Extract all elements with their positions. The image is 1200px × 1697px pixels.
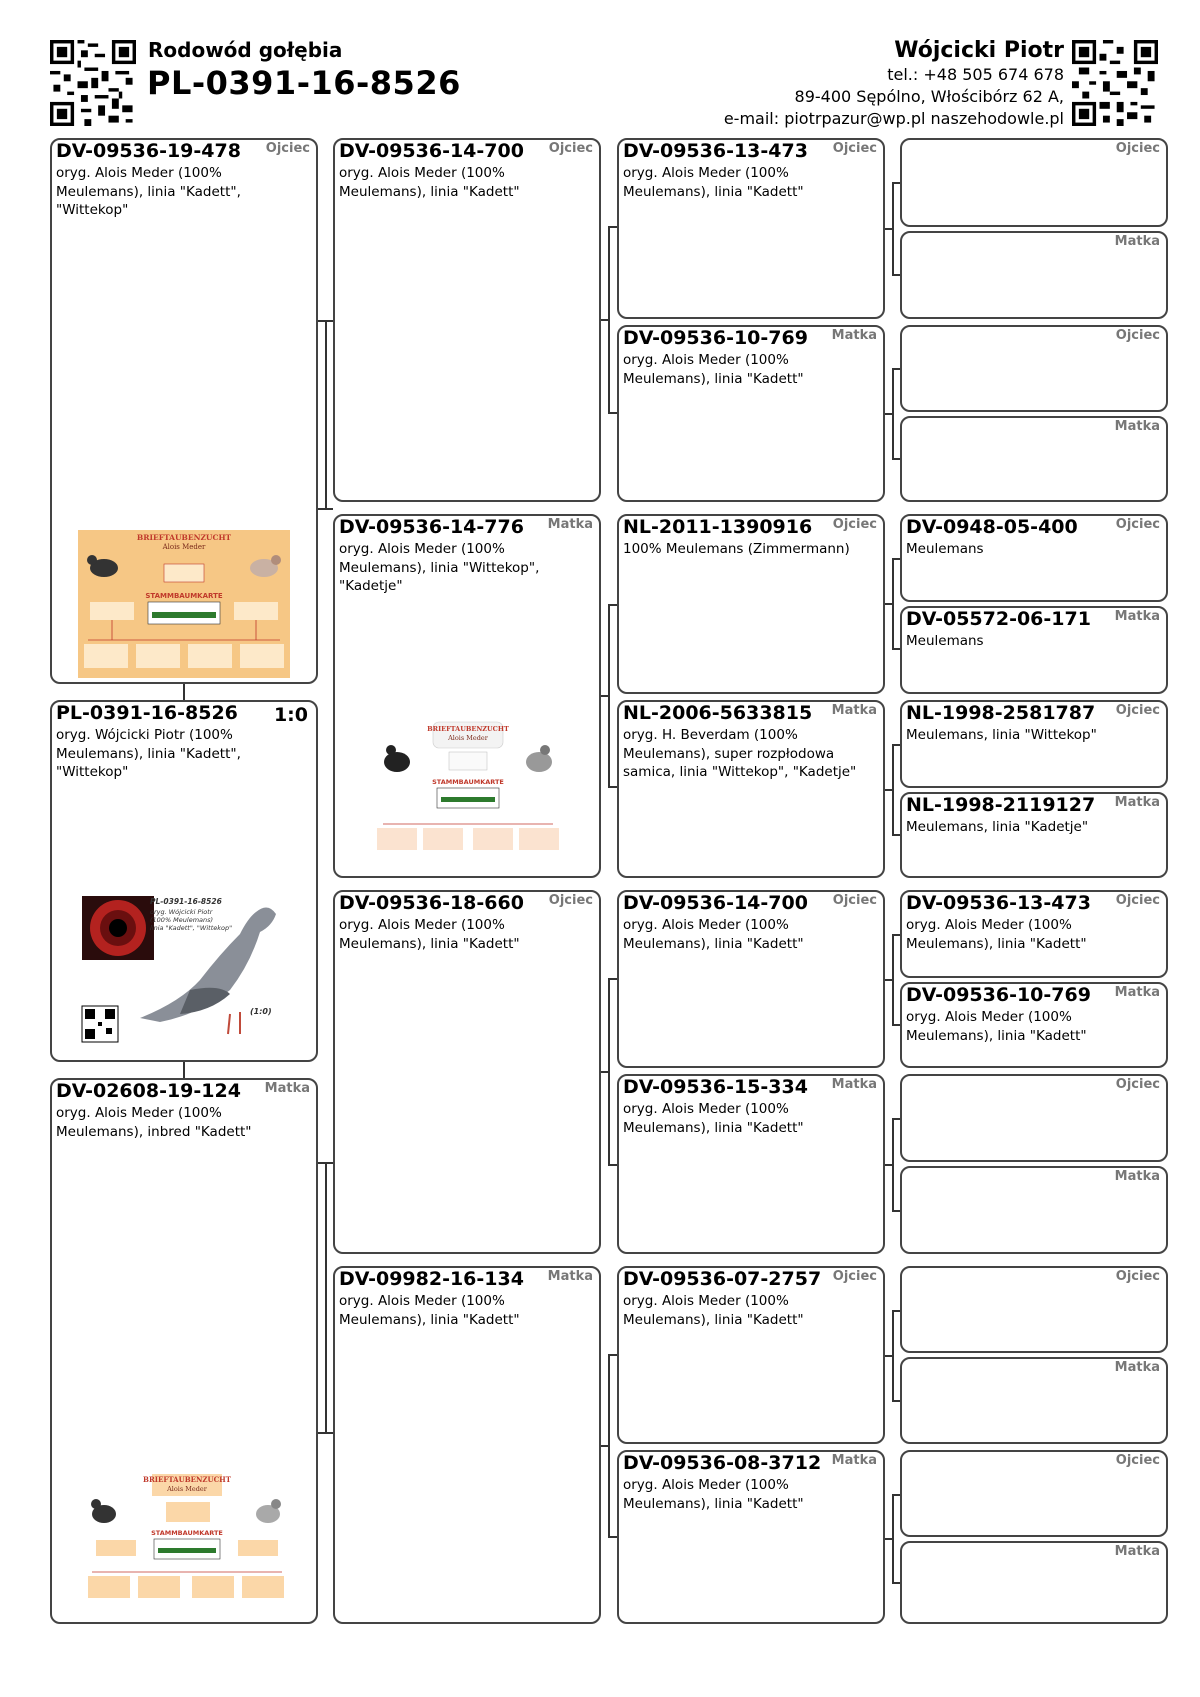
bird-sex: Ojciec — [832, 1269, 877, 1284]
bird-ring: DV-09536-10-769 — [906, 984, 1091, 1006]
pedigree-card-image — [82, 1472, 292, 1618]
bird-desc: oryg. Alois Meder (100% Meulemans), linia "Kadett" — [623, 917, 804, 952]
connector-line — [892, 1494, 894, 1584]
bird-desc: oryg. Alois Meder (100% Meulemans), inbred "Kadett" — [56, 1105, 252, 1140]
bird-ring: DV-09536-13-473 — [623, 140, 808, 162]
pedigree-box-gen3 — [617, 138, 885, 319]
bird-sex: Matka — [1114, 985, 1160, 1000]
connector-line — [608, 1354, 610, 1538]
bird-desc: oryg. Alois Meder (100% Meulemans), linia "Kadett" — [623, 352, 804, 387]
bird-sex: 1:0 — [273, 704, 308, 726]
bird-sex: Ojciec — [1115, 1269, 1160, 1284]
pedigree-subtitle: Rodowód gołębia — [148, 38, 343, 62]
card-label: STAMMBAUMKARTE — [145, 592, 223, 600]
bird-ring: DV-09536-10-769 — [623, 327, 808, 349]
pedigree-box-gen3 — [617, 700, 885, 878]
pedigree-box-gen4 — [900, 1357, 1168, 1444]
bird-sex: Matka — [1114, 419, 1160, 434]
connector-line — [892, 1310, 894, 1402]
bird-desc: oryg. Alois Meder (100% Meulemans), linia "Wittekop", "Kadetje" — [339, 541, 540, 594]
owner-name: Wójcicki Piotr — [894, 38, 1064, 63]
main-bird-photo — [80, 894, 284, 1048]
pedigree-box-gen4 — [900, 1266, 1168, 1353]
bird-ring: DV-09536-08-3712 — [623, 1452, 822, 1474]
connector-line — [892, 274, 900, 276]
bird-desc: oryg. Wójcicki Piotr (100% Meulemans), linia "Kadett", "Wittekop" — [56, 727, 241, 780]
bird-ring: DV-09982-16-134 — [339, 1268, 524, 1290]
pedigree-box-gen4 — [900, 138, 1168, 227]
bird-ring: DV-0948-05-400 — [906, 516, 1078, 538]
connector-line — [892, 558, 900, 560]
bird-desc: 100% Meulemans (Zimmermann) — [623, 541, 850, 557]
connector-line — [183, 1062, 185, 1078]
pedigree-box-gen4 — [900, 1166, 1168, 1254]
bird-sex: Matka — [831, 1077, 877, 1092]
connector-line — [892, 1310, 900, 1312]
connector-line — [892, 182, 894, 276]
bird-ring: DV-05572-06-171 — [906, 608, 1091, 630]
bird-desc: oryg. Alois Meder (100% Meulemans), linia "Kadett" — [906, 917, 1087, 952]
bird-desc: oryg. Alois Meder (100% Meulemans), linia "Kadett" — [339, 165, 520, 200]
bird-ring: NL-1998-2119127 — [906, 794, 1096, 816]
pedigree-box-gen3 — [617, 890, 885, 1068]
connector-line — [325, 1162, 333, 1164]
bird-sex: Matka — [547, 517, 593, 532]
connector-line — [892, 1400, 900, 1402]
pedigree-box-gen4 — [900, 1450, 1168, 1537]
connector-line — [325, 320, 327, 508]
card-label: STAMMBAUMKARTE — [432, 778, 504, 786]
bird-sex: Matka — [831, 328, 877, 343]
pedigree-box-gen4 — [900, 514, 1168, 602]
bird-desc: Meulemans, linia "Wittekop" — [906, 727, 1097, 743]
bird-sex: Ojciec — [1115, 1453, 1160, 1468]
pedigree-box-gen4 — [900, 1541, 1168, 1624]
photo-caption-line: oryg. Wójcicki Piotr — [150, 908, 213, 916]
pedigree-title-ring: PL-0391-16-8526 — [147, 64, 461, 102]
bird-sex: Ojciec — [1115, 893, 1160, 908]
connector-line — [608, 1354, 617, 1356]
connector-line — [892, 1118, 900, 1120]
photo-sex: (1:0) — [250, 1007, 272, 1016]
connector-line — [608, 978, 617, 980]
bird-sex: Matka — [1114, 795, 1160, 810]
pedigree-box-gen2 — [333, 138, 601, 502]
connector-line — [325, 320, 333, 322]
pedigree-box-gen4 — [900, 1074, 1168, 1162]
pedigree-box-gen3 — [617, 514, 885, 694]
qr-code-right — [1072, 40, 1158, 126]
bird-sex: Ojciec — [1115, 1077, 1160, 1092]
bird-ring: DV-09536-19-478 — [56, 140, 241, 162]
connector-line — [892, 558, 894, 650]
pedigree-box-gen3 — [617, 1074, 885, 1254]
connector-line — [608, 1164, 617, 1166]
card-title: BRIEFTAUBENZUCHT — [136, 533, 232, 542]
card-label: STAMMBAUMKARTE — [151, 1529, 223, 1537]
bird-sex: Matka — [831, 703, 877, 718]
bird-sex: Ojciec — [1115, 141, 1160, 156]
bird-sex: Matka — [547, 1269, 593, 1284]
bird-sex: Ojciec — [548, 893, 593, 908]
pedigree-box-gen4 — [900, 325, 1168, 412]
pedigree-box-gen4 — [900, 890, 1168, 978]
bird-sex: Matka — [1114, 1544, 1160, 1559]
bird-desc: oryg. Alois Meder (100% Meulemans), linia "Kadett" — [906, 1009, 1087, 1044]
bird-sex: Ojciec — [832, 517, 877, 532]
bird-ring: DV-09536-14-776 — [339, 516, 524, 538]
qr-code-left — [50, 40, 136, 126]
connector-line — [892, 934, 894, 1026]
card-breeder: Alois Meder — [167, 1485, 207, 1493]
bird-desc: oryg. Alois Meder (100% Meulemans), linia "Kadett" — [623, 1293, 804, 1328]
pedigree-box-father — [50, 138, 318, 684]
connector-line — [608, 412, 617, 414]
pedigree-card-image — [78, 530, 290, 678]
card-title: BRIEFTAUBENZUCHT — [143, 1475, 231, 1484]
bird-sex: Ojciec — [832, 141, 877, 156]
connector-line — [892, 1024, 900, 1026]
bird-ring: DV-09536-18-660 — [339, 892, 524, 914]
photo-caption-line: linia "Kadett", "Wittekop" — [150, 924, 233, 932]
pedigree-box-gen3 — [617, 1450, 885, 1624]
connector-line — [608, 604, 617, 606]
bird-ring: NL-2006-5633815 — [623, 702, 813, 724]
bird-sex: Matka — [1114, 609, 1160, 624]
connector-line — [325, 508, 333, 510]
bird-desc: oryg. Alois Meder (100% Meulemans), linia "Kadett" — [623, 1477, 804, 1512]
bird-ring: DV-09536-15-334 — [623, 1076, 808, 1098]
bird-sex: Ojciec — [832, 893, 877, 908]
pedigree-box-gen4 — [900, 231, 1168, 319]
bird-desc: Meulemans — [906, 541, 984, 557]
pedigree-box-gen4 — [900, 792, 1168, 878]
bird-desc: oryg. Alois Meder (100% Meulemans), linia "Kadett", "Wittekop" — [56, 165, 241, 218]
bird-sex: Matka — [1114, 234, 1160, 249]
connector-line — [325, 1432, 333, 1434]
connector-line — [892, 934, 900, 936]
connector-line — [892, 182, 900, 184]
bird-desc: Meulemans — [906, 633, 984, 649]
pedigree-box-mother — [50, 1078, 318, 1624]
bird-ring: PL-0391-16-8526 — [56, 702, 238, 724]
connector-line — [325, 1162, 327, 1432]
pedigree-box-gen2 — [333, 890, 601, 1254]
connector-line — [892, 834, 900, 836]
bird-sex: Matka — [1114, 1169, 1160, 1184]
connector-line — [608, 1536, 617, 1538]
owner-address: 89-400 Sępólno, Włościbórz 62 A, — [794, 87, 1064, 106]
card-title: BRIEFTAUBENZUCHT — [427, 725, 509, 733]
connector-line — [183, 684, 185, 700]
bird-ring: DV-09536-14-700 — [339, 140, 524, 162]
pedigree-box-gen2 — [333, 514, 601, 878]
bird-desc: oryg. H. Beverdam (100% Meulemans), super rozpłodowa samica, linia "Wittekop", "Kadetje" — [623, 727, 857, 780]
bird-sex: Matka — [831, 1453, 877, 1468]
pedigree-card-image — [373, 720, 563, 860]
connector-line — [892, 1118, 894, 1212]
connector-line — [608, 604, 610, 788]
connector-line — [892, 744, 900, 746]
connector-line — [892, 368, 894, 460]
pedigree-box-gen2 — [333, 1266, 601, 1624]
owner-contact: e-mail: piotrpazur@wp.pl naszehodowle.pl — [723, 109, 1064, 128]
connector-line — [608, 786, 617, 788]
bird-sex: Ojciec — [1115, 517, 1160, 532]
bird-ring: DV-09536-07-2757 — [623, 1268, 822, 1290]
connector-line — [892, 368, 900, 370]
pedigree-box-gen4 — [900, 606, 1168, 694]
owner-phone: tel.: +48 505 674 678 — [887, 65, 1064, 84]
bird-ring: DV-09536-14-700 — [623, 892, 808, 914]
connector-line — [892, 1494, 900, 1496]
connector-line — [892, 744, 894, 836]
bird-sex: Ojciec — [548, 141, 593, 156]
card-breeder: Alois Meder — [162, 543, 206, 551]
connector-line — [892, 458, 900, 460]
bird-desc: oryg. Alois Meder (100% Meulemans), linia "Kadett" — [623, 1101, 804, 1136]
pedigree-box-gen4 — [900, 416, 1168, 502]
card-breeder: Alois Meder — [448, 734, 488, 742]
bird-desc: oryg. Alois Meder (100% Meulemans), linia "Kadett" — [339, 1293, 520, 1328]
bird-ring: NL-1998-2581787 — [906, 702, 1096, 724]
bird-ring: DV-09536-13-473 — [906, 892, 1091, 914]
pedigree-box-gen4 — [900, 700, 1168, 788]
pedigree-box-gen4 — [900, 982, 1168, 1068]
bird-ring: NL-2011-1390916 — [623, 516, 813, 538]
bird-ring: DV-02608-19-124 — [56, 1080, 241, 1102]
bird-sex: Ojciec — [265, 141, 310, 156]
connector-line — [892, 1210, 900, 1212]
connector-line — [608, 226, 617, 228]
pedigree-box-main-bird — [50, 700, 318, 1062]
connector-line — [608, 978, 610, 1166]
bird-sex: Ojciec — [1115, 703, 1160, 718]
photo-caption-line: (100% Meulemans) — [150, 916, 214, 924]
pedigree-box-gen3 — [617, 1266, 885, 1444]
bird-desc: oryg. Alois Meder (100% Meulemans), linia "Kadett" — [339, 917, 520, 952]
photo-caption-ring: PL-0391-16-8526 — [150, 897, 222, 906]
pedigree-box-gen3 — [617, 325, 885, 502]
bird-desc: oryg. Alois Meder (100% Meulemans), linia "Kadett" — [623, 165, 804, 200]
bird-sex: Matka — [264, 1081, 310, 1096]
bird-sex: Matka — [1114, 1360, 1160, 1375]
bird-sex: Ojciec — [1115, 328, 1160, 343]
connector-line — [608, 226, 610, 414]
bird-desc: Meulemans, linia "Kadetje" — [906, 819, 1089, 835]
connector-line — [892, 648, 900, 650]
connector-line — [892, 1582, 900, 1584]
